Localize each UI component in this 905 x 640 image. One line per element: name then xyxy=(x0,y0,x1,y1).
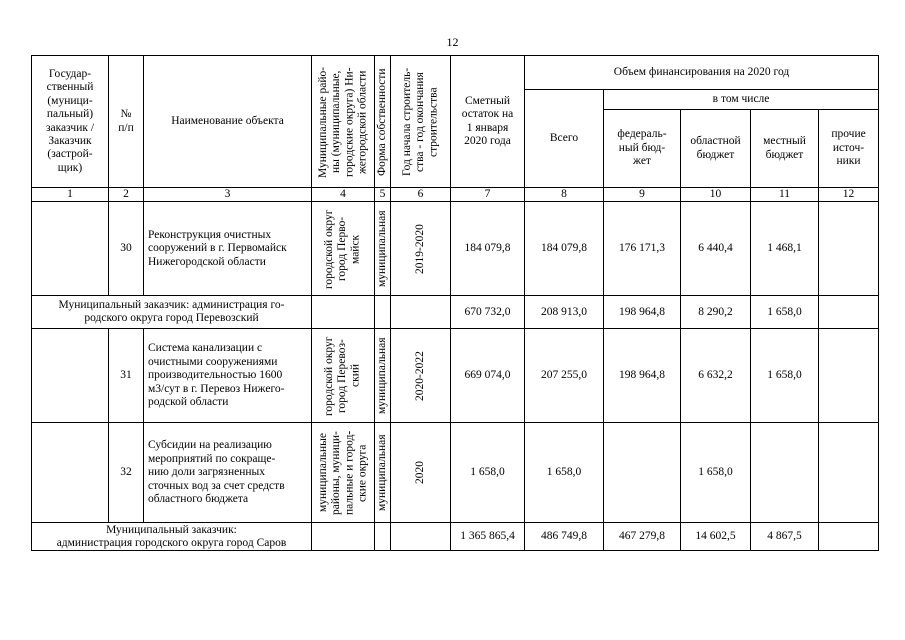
page-number: 12 xyxy=(446,35,459,49)
header-funding-volume: Объем финансирования на 2020 год xyxy=(525,56,879,90)
total: 207 255,0 xyxy=(525,329,604,423)
municipality: городской округ город Перевоз- ский xyxy=(312,329,375,423)
column-number: 12 xyxy=(819,188,879,202)
years: 2020-2022 xyxy=(391,329,451,423)
other xyxy=(819,423,879,523)
row-num: 30 xyxy=(109,202,144,296)
column-number: 3 xyxy=(144,188,312,202)
local: 1 658,0 xyxy=(751,296,819,329)
ownership xyxy=(375,296,391,329)
regional: 6 440,4 xyxy=(681,202,751,296)
header-federal: федераль- ный бюд- жет xyxy=(604,110,681,188)
customer-label: Муниципальный заказчик: администрация городского округа город Саров xyxy=(32,523,312,551)
regional: 14 602,5 xyxy=(681,523,751,551)
years: 2019-2020 xyxy=(391,202,451,296)
column-number: 1 xyxy=(32,188,109,202)
table-row-30 xyxy=(32,202,879,296)
table-row-31 xyxy=(32,329,879,423)
column-number: 2 xyxy=(109,188,144,202)
header-num: № п/п xyxy=(109,56,144,188)
total: 1 658,0 xyxy=(525,423,604,523)
other xyxy=(819,296,879,329)
header-estimated-balance: Сметный остаток на 1 января 2020 года xyxy=(451,56,525,188)
column-number-row xyxy=(32,188,879,202)
municipality xyxy=(312,296,375,329)
table-row-32 xyxy=(32,423,879,523)
header-municipality: Муниципальные райо- ны (муниципальные, городские округа) Ни- жегородской области xyxy=(312,56,375,188)
customer-cell xyxy=(32,202,109,296)
federal: 198 964,8 xyxy=(604,296,681,329)
object-name: Система канализации с очистными сооружениями производительностью 1600 м3/сут в г. Перевоз Нижего- родской области xyxy=(144,329,312,423)
federal: 198 964,8 xyxy=(604,329,681,423)
ownership: муниципальная xyxy=(375,202,391,296)
header-regional: областной бюджет xyxy=(681,110,751,188)
customer-label: Муниципальный заказчик: администрация го- родского округа город Перевозский xyxy=(32,296,312,329)
local: 1 658,0 xyxy=(751,329,819,423)
total: 208 913,0 xyxy=(525,296,604,329)
local: 1 468,1 xyxy=(751,202,819,296)
object-name: Реконструкция очистных сооружений в г. Первомайск Нижегородской области xyxy=(144,202,312,296)
header-local: местный бюджет xyxy=(751,110,819,188)
financing-table xyxy=(31,55,879,551)
customer-cell xyxy=(32,329,109,423)
other xyxy=(819,523,879,551)
federal xyxy=(604,423,681,523)
header-including: в том числе xyxy=(604,90,879,110)
total: 184 079,8 xyxy=(525,202,604,296)
estimated-balance: 184 079,8 xyxy=(451,202,525,296)
local xyxy=(751,423,819,523)
column-number: 9 xyxy=(604,188,681,202)
column-number: 6 xyxy=(391,188,451,202)
header-years: Год начала строитель- ства - год окончания строительства xyxy=(391,56,451,188)
regional: 8 290,2 xyxy=(681,296,751,329)
other xyxy=(819,329,879,423)
object-name: Субсидии на реализацию мероприятий по сокраще- нию доли загрязненных сточных вод за счет средств областного бюджета xyxy=(144,423,312,523)
column-number: 10 xyxy=(681,188,751,202)
header-customer: Государ- ственный (муници- пальный) заказчик / Заказчик (застрой- щик) xyxy=(32,56,109,188)
column-number: 11 xyxy=(751,188,819,202)
header-other: прочие источ- ники xyxy=(819,110,879,188)
estimated-balance: 670 732,0 xyxy=(451,296,525,329)
total: 486 749,8 xyxy=(525,523,604,551)
column-number: 5 xyxy=(375,188,391,202)
other xyxy=(819,202,879,296)
column-number: 4 xyxy=(312,188,375,202)
estimated-balance: 1 658,0 xyxy=(451,423,525,523)
federal: 467 279,8 xyxy=(604,523,681,551)
column-number: 7 xyxy=(451,188,525,202)
local: 4 867,5 xyxy=(751,523,819,551)
years xyxy=(391,523,451,551)
estimated-balance: 669 074,0 xyxy=(451,329,525,423)
municipality: муниципальные районы, муници- пальные и город- ские округа xyxy=(312,423,375,523)
estimated-balance: 1 365 865,4 xyxy=(451,523,525,551)
ownership xyxy=(375,523,391,551)
column-number: 8 xyxy=(525,188,604,202)
row-num: 31 xyxy=(109,329,144,423)
row-num: 32 xyxy=(109,423,144,523)
regional: 1 658,0 xyxy=(681,423,751,523)
municipality xyxy=(312,523,375,551)
header-ownership: Форма собственности xyxy=(375,56,391,188)
federal: 176 171,3 xyxy=(604,202,681,296)
header-total: Всего xyxy=(525,90,604,188)
years xyxy=(391,296,451,329)
ownership: муниципальная xyxy=(375,329,391,423)
ownership: муниципальная xyxy=(375,423,391,523)
municipality: городской округ город Перво- майск xyxy=(312,202,375,296)
years: 2020 xyxy=(391,423,451,523)
customer-cell xyxy=(32,423,109,523)
header-object-name: Наименование объекта xyxy=(144,56,312,188)
regional: 6 632,2 xyxy=(681,329,751,423)
customer-row xyxy=(32,296,879,329)
customer-row xyxy=(32,523,879,551)
